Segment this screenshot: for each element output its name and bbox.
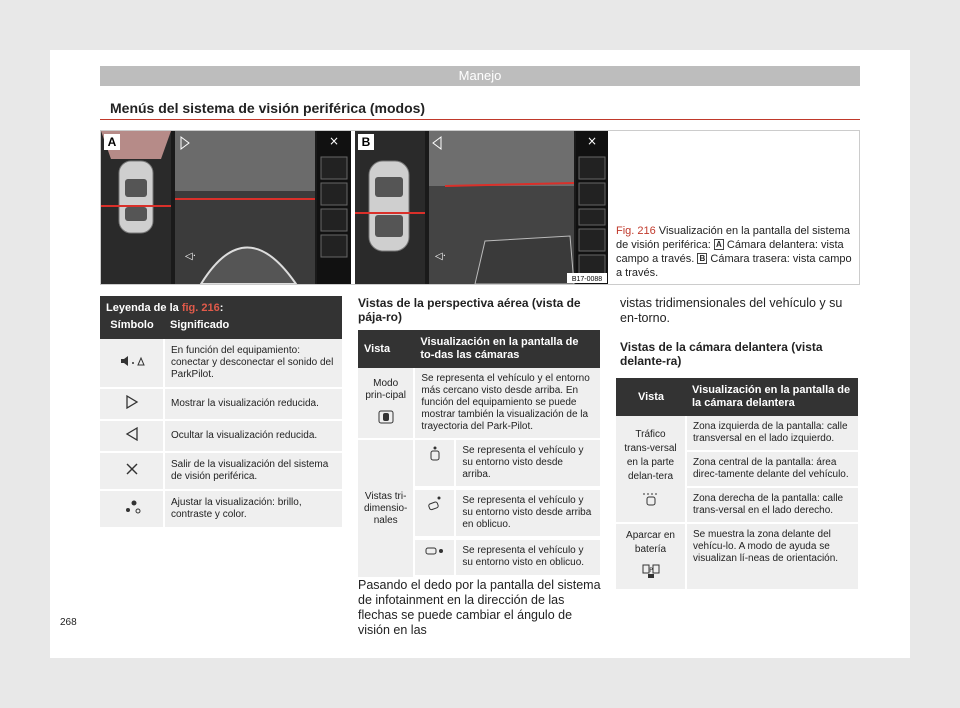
battery-park-text: Se muestra la zona delante del vehícu-lo. A modo de ayuda se visualizan lí-neas de orientación.: [686, 523, 858, 590]
three-d-text: Se representa el vehículo y su entorno visto en oblicuo.: [455, 540, 600, 576]
cross-traffic-icon: [642, 490, 660, 511]
front-table: [616, 378, 858, 591]
aerial-row-3d: [358, 439, 600, 489]
triangle-right-icon: [125, 395, 139, 413]
front-row-cross: [616, 416, 858, 451]
three-d-text: Se representa el vehículo y su entorno visto desde arriba.: [455, 440, 600, 487]
main-mode-icon: [378, 410, 394, 428]
front-title: Vistas de la cámara delantera (vista delante-ra): [620, 340, 823, 368]
svg-text:◁·: ◁·: [185, 251, 196, 262]
legend-row: [100, 388, 342, 420]
top-view-car-icon: [429, 445, 441, 465]
brightness-color-icon: [122, 499, 142, 519]
cross-traffic-label: Tráfico trans-versal en la parte delan-tera: [624, 428, 677, 482]
three-d-label: Vistas tri-dimensio-nales: [364, 490, 408, 526]
right-paragraph: vistas tridimensionales del vehículo y su en-torno.: [620, 296, 843, 325]
legend-col-symbol: Símbolo: [100, 316, 164, 339]
three-d-text: Se representa el vehículo y su entorno visto desde arriba en oblicuo.: [455, 490, 600, 537]
cross-traffic-text: Zona izquierda de la pantalla: calle transversal en el lado izquierdo.: [686, 416, 858, 451]
front-camera-illustration: [101, 131, 351, 284]
aerial-table: [358, 330, 600, 579]
rear-camera-illustration: [355, 131, 608, 284]
legend-caption: Leyenda de la fig. 216:: [100, 296, 342, 316]
oblique-top-icon: [427, 495, 443, 515]
chapter-header: Manejo: [100, 66, 860, 86]
svg-text:×: ×: [586, 134, 598, 148]
aerial-row-main: [358, 368, 600, 439]
legend-row: [100, 339, 342, 388]
middle-paragraph: Pasando el dedo por la pantalla del sistema de infotainment en la dirección de las flechas se puede cambiar el ángulo de visión en las: [358, 578, 601, 637]
svg-text:P: P: [648, 567, 653, 574]
oblique-side-icon: [425, 545, 445, 561]
page-number: 268: [60, 617, 77, 628]
caption-part: Visualización en la pantalla del sistema de visión periférica:: [616, 225, 850, 251]
triangle-left-icon: [125, 427, 139, 445]
svg-text:◁·: ◁·: [435, 251, 446, 262]
caption-part: Cámara delantera: vista campo a través.: [616, 239, 844, 265]
screen-front-camera: [101, 131, 351, 284]
title-divider: [100, 119, 860, 120]
legend-text: Mostrar la visualización reducida.: [164, 388, 342, 420]
cross-traffic-text: Zona central de la pantalla: área direc-tamente delante del vehículo.: [686, 451, 858, 487]
legend-text: En función del equipamiento: conectar y desconectar el sonido del ParkPilot.: [164, 339, 342, 388]
caption-part: Cámara trasera: vista campo a través.: [616, 253, 852, 279]
legend-row: [100, 452, 342, 490]
legend-text: Ocultar la visualización reducida.: [164, 420, 342, 452]
figure-caption: [616, 224, 856, 280]
battery-park-icon: [642, 563, 660, 584]
parking-sound-icon: [119, 355, 145, 371]
figure-label-a: A: [104, 134, 120, 150]
legend-table: [100, 296, 342, 529]
section-title: Menús del sistema de visión periférica (modos): [110, 100, 426, 116]
figure-code: B17-0088: [571, 276, 603, 283]
caption-letter-b: B: [697, 253, 707, 264]
legend-col-meaning: Significado: [164, 316, 342, 339]
legend-text: Salir de la visualización del sistema de visión periférica.: [164, 452, 342, 490]
main-mode-text: Se representa el vehículo y el entorno más cercano visto desde arriba. En función del equipamiento se puede mostrar también la visualización de la trayectoria del Park-Pilot.: [414, 368, 600, 439]
front-col-view: Vista: [616, 378, 686, 416]
main-mode-label: Modo prin-cipal: [365, 378, 406, 401]
front-col-display: Visualización en la pantalla de la cámara delantera: [686, 378, 858, 416]
figure-number: Fig. 216: [616, 225, 656, 237]
front-row-battery: [616, 523, 858, 590]
figure-label-b: B: [358, 134, 374, 150]
legend-row: [100, 490, 342, 528]
caption-letter-a: A: [714, 239, 724, 250]
aerial-col-view: Vista: [358, 330, 414, 368]
battery-park-label: Aparcar en batería: [626, 530, 675, 555]
aerial-title: Vistas de la perspectiva aérea (vista de pája-ro): [358, 296, 581, 324]
cross-traffic-text: Zona derecha de la pantalla: calle trans-versal en el lado derecho.: [686, 487, 858, 523]
svg-text:×: ×: [328, 134, 340, 148]
aerial-col-display: Visualización en la pantalla de to-das las cámaras: [414, 330, 600, 368]
close-x-icon: [125, 462, 139, 480]
screen-rear-camera: [355, 131, 608, 284]
legend-row: [100, 420, 342, 452]
legend-text: Ajustar la visualización: brillo, contraste y color.: [164, 490, 342, 528]
